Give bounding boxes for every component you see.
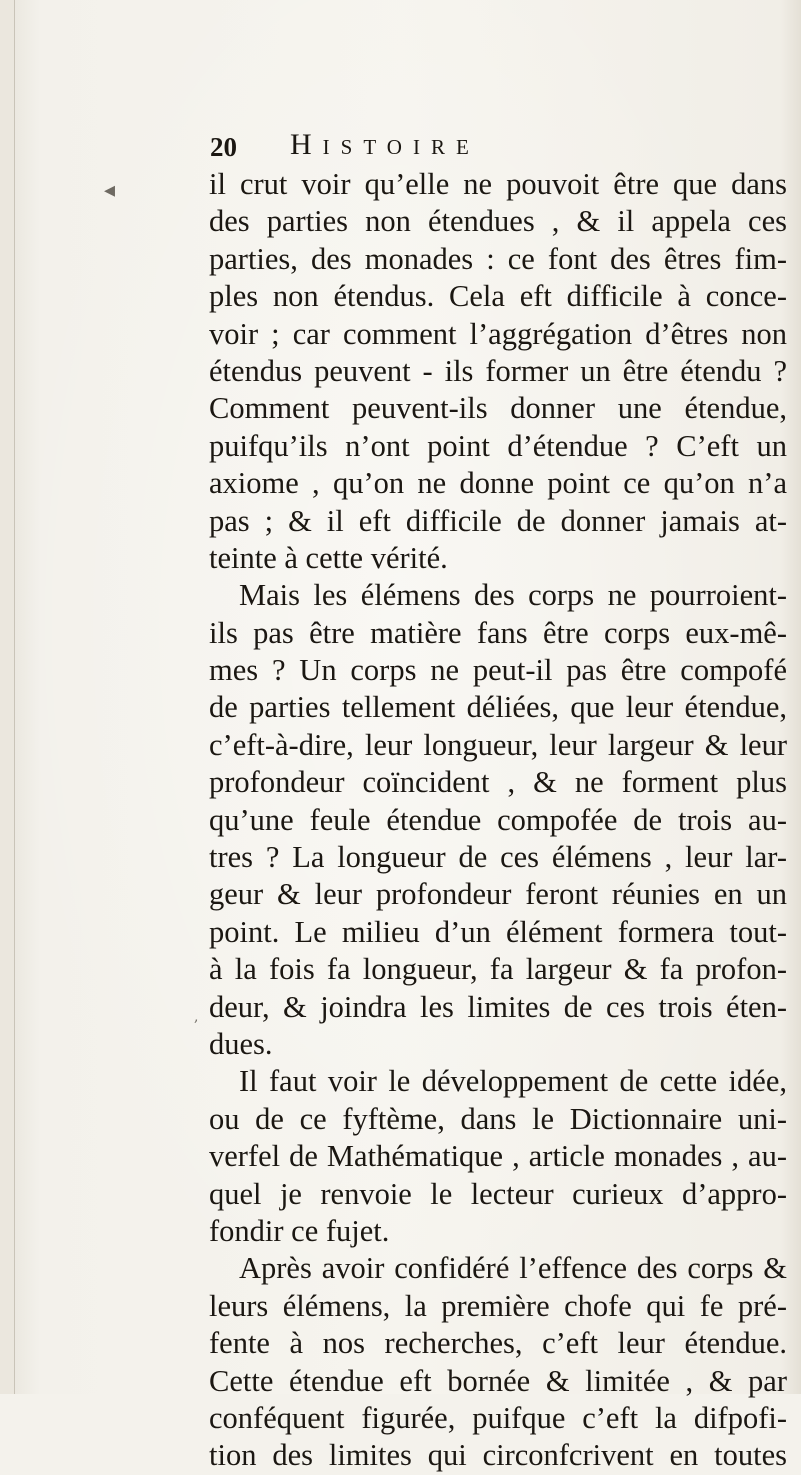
text-line: mes ? Un corps ne peut-il pas être compofé [209,653,787,688]
body-text [209,166,787,1475]
text-line: dues. [209,1026,273,1061]
text-line: profondeur coïncident , & ne forment plus [209,765,787,800]
text-line: qu’une feule étendue compofée de trois au- [209,802,787,837]
text-line: voir ; car comment l’aggrégation d’êtres non [209,316,787,351]
text-line: axiome , qu’on ne donne point ce qu’on n’a [209,466,787,501]
text-line: fente à nos recherches, c’eft leur étendue. [209,1326,787,1361]
text-line: geur & leur profondeur feront réunies en un [209,877,787,912]
text-line: point. Le milieu d’un élément formera tout- [209,914,787,949]
text-line: tion des limites qui circonfcrivent en toutes [209,1438,787,1473]
ink-speck: , [194,1009,199,1025]
text-line: puifqu’ils n’ont point d’étendue ? C’eft un [209,428,787,463]
text-line: Mais les élémens des corps ne pourroient- [239,578,787,613]
text-line: étendus peuvent - ils former un être étendu ? [209,353,787,388]
running-head: Histoire [290,128,480,161]
page-number: 20 [210,132,237,162]
text-line: parties, des monades : ce font des êtres fim- [209,241,787,276]
text-line: verfel de Mathématique , article monades , au- [209,1139,787,1174]
text-line: conféquent figurée, puifque c’eft la difpofi- [209,1400,787,1435]
text-line: de parties tellement déliées, que leur étendue, [209,690,787,725]
text-line: il crut voir qu’elle ne pouvoit être que dans [209,167,787,201]
text-line: Comment peuvent-ils donner une étendue, [209,391,787,426]
text-line: des parties non étendues , & il appela ces [209,204,787,239]
text-line: ils pas être matière fans être corps eux-mê- [209,615,787,650]
text-line: Après avoir confidéré l’effence des corps & [239,1251,787,1286]
text-line: fondir ce fujet. [209,1213,390,1248]
text-line: quel je renvoie le lecteur curieux d’appro- [209,1176,787,1211]
text-line: deur, & joindra les limites de ces trois éten- [209,989,787,1024]
text-line: Cette étendue eft bornée & limitée , & par [209,1363,787,1398]
text-line: tres ? La longueur de ces élémens , leur lar- [209,840,787,875]
page-binding-edge [0,0,15,1394]
text-line: teinte à cette vérité. [209,540,448,575]
text-line: c’eft-à-dire, leur longueur, leur largeur & leur [209,727,787,762]
text-line: leurs élémens, la première chofe qui fe pré- [209,1288,787,1323]
page-header [210,128,570,168]
text-line: pas ; & il eft difficile de donner jamais at- [209,503,787,538]
ink-speck: ◂ [104,178,116,203]
text-line: ples non étendus. Cela eft difficile à conce- [209,279,787,314]
text-line: à la fois fa longueur, fa largeur & fa profon- [209,952,787,987]
text-line: Il faut voir le développement de cette idée, [239,1064,787,1099]
text-line: ou de ce fyftème, dans le Dictionnaire uni- [209,1101,787,1136]
